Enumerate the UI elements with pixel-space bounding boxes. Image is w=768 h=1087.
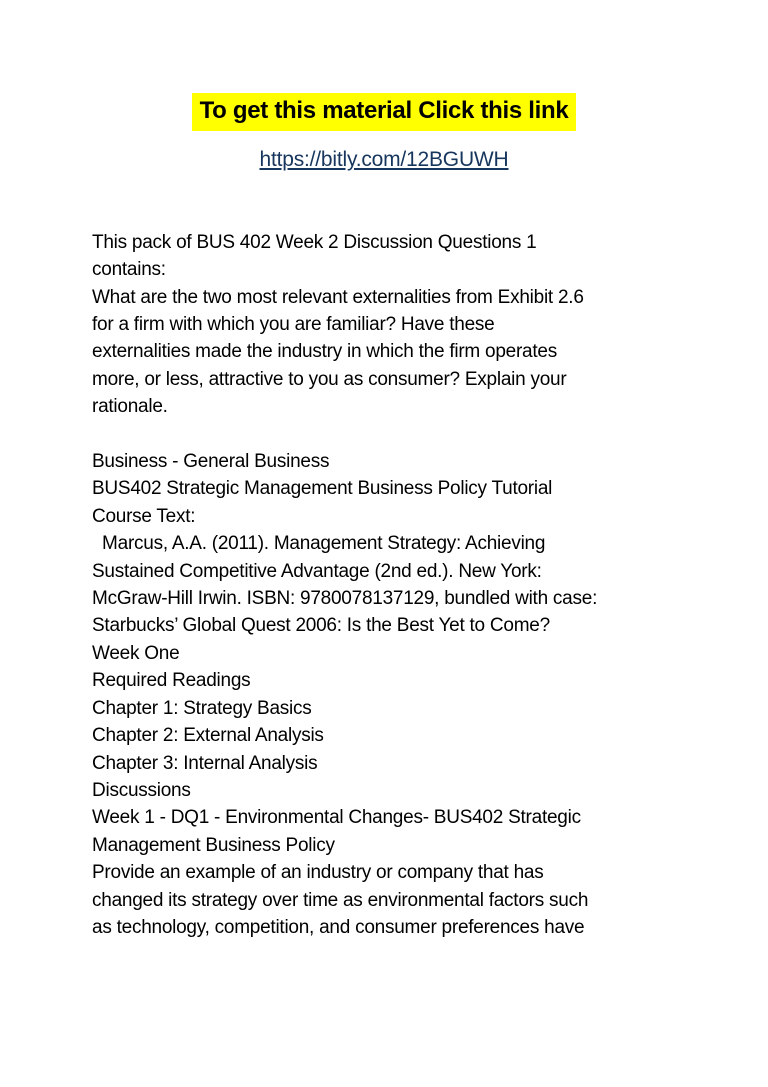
body-line: Week One	[92, 642, 180, 664]
link-row	[0, 148, 768, 172]
body-line: Discussions	[92, 779, 191, 801]
body-line: Business - General Business	[92, 451, 330, 473]
body-line: externalities made the industry in which the firm operates	[92, 341, 557, 363]
document-body	[0, 229, 768, 942]
body-line: Chapter 3: Internal Analysis	[92, 752, 318, 774]
body-line: as technology, competition, and consumer preferences have	[92, 916, 585, 938]
body-line: Provide an example of an industry or company that has	[92, 862, 544, 884]
body-line: Starbucks’ Global Quest 2006: Is the Best Yet to Come?	[92, 615, 550, 637]
page-title: To get this material Click this link	[192, 93, 577, 131]
body-line: This pack of BUS 402 Week 2 Discussion Questions 1	[92, 231, 537, 253]
body-line: What are the two most relevant externalities from Exhibit 2.6	[92, 286, 584, 308]
page-title-row	[0, 93, 768, 131]
document-header	[0, 0, 768, 172]
body-line: Course Text:	[92, 505, 196, 527]
body-line: for a firm with which you are familiar? Have these	[92, 314, 495, 336]
body-line: BUS402 Strategic Management Business Policy Tutorial	[92, 478, 553, 500]
body-line: Management Business Policy	[92, 834, 335, 856]
body-line: more, or less, attractive to you as consumer? Explain your	[92, 368, 567, 390]
body-line: McGraw-Hill Irwin. ISBN: 9780078137129, bundled with case:	[92, 588, 598, 610]
body-line: Chapter 1: Strategy Basics	[92, 697, 312, 719]
body-line: Required Readings	[92, 670, 251, 692]
bitly-link[interactable]: https://bitly.com/12BGUWH	[259, 147, 509, 171]
body-line: Marcus, A.A. (2011). Management Strategy: Achieving	[92, 533, 546, 555]
body-line	[92, 421, 698, 448]
body-line: Chapter 2: External Analysis	[92, 725, 324, 747]
body-line: Week 1 - DQ1 - Environmental Changes- BUS402 Strategic	[92, 807, 581, 829]
body-line: changed its strategy over time as environmental factors such	[92, 889, 589, 911]
body-line: contains:	[92, 259, 166, 281]
body-line: rationale.	[92, 396, 168, 418]
body-line: Sustained Competitive Advantage (2nd ed.). New York:	[92, 560, 542, 582]
